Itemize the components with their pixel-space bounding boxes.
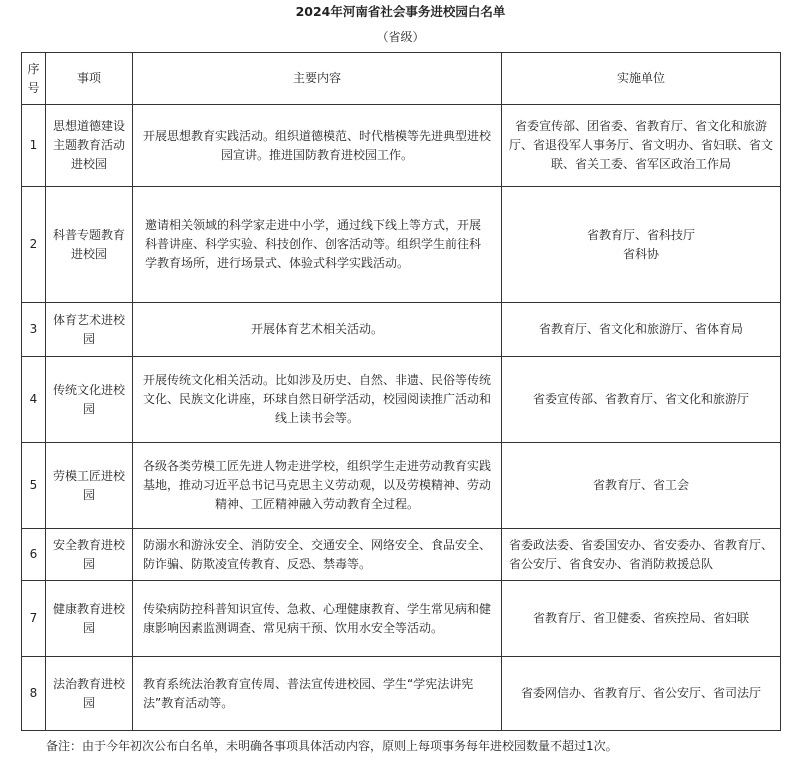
header-item: 事项 [46, 53, 133, 105]
row-content: 各级各类劳模工匠先进人物走进学校，组织学生走进劳动教育实践基地，推动习近平总书记马克思主义劳动观，以及劳模精神、劳动精神、工匠精神融入劳动教育全过程。 [133, 443, 502, 529]
row-no: 4 [22, 357, 46, 443]
table-row [22, 581, 781, 657]
row-content: 开展思想教育实践活动。组织道德模范、时代楷模等先进典型进校园宣讲。推进国防教育进校园工作。 [133, 105, 502, 187]
row-no: 7 [22, 581, 46, 657]
row-unit: 省教育厅、省科技厅 省科协 [502, 187, 781, 303]
header-unit: 实施单位 [502, 53, 781, 105]
row-unit: 省委宣传部、团省委、省教育厅、省文化和旅游厅、省退役军人事务厅、省文明办、省妇联、省文联、省关工委、省军区政治工作局 [502, 105, 781, 187]
table-header-row [22, 53, 781, 105]
whitelist-table [21, 52, 781, 731]
row-item: 安全教育进校园 [46, 529, 133, 581]
row-unit: 省教育厅、省文化和旅游厅、省体育局 [502, 303, 781, 357]
row-no: 2 [22, 187, 46, 303]
row-no: 8 [22, 657, 46, 731]
table-row [22, 357, 781, 443]
document-title: 2024年河南省社会事务进校园白名单 [295, 4, 506, 19]
row-content: 教育系统法治教育宣传周、普法宣传进校园、学生“学宪法讲宪法”教育活动等。 [133, 657, 502, 731]
table-row [22, 529, 781, 581]
header-no: 序号 [22, 53, 46, 105]
row-unit: 省教育厅、省卫健委、省疾控局、省妇联 [502, 581, 781, 657]
row-item: 体育艺术进校园 [46, 303, 133, 357]
row-unit: 省教育厅、省工会 [502, 443, 781, 529]
row-content: 传染病防控科普知识宣传、急救、心理健康教育、学生常见病和健康影响因素监测调查、常见病干预、饮用水安全等活动。 [133, 581, 502, 657]
row-content: 邀请相关领域的科学家走进中小学，通过线下线上等方式，开展科普讲座、科学实验、科技创作、创客活动等。组织学生前往科学教育场所，进行场景式、体验式科学实践活动。 [133, 187, 502, 303]
row-item: 科普专题教育进校园 [46, 187, 133, 303]
row-unit: 省委网信办、省教育厅、省公安厅、省司法厅 [502, 657, 781, 731]
document-subtitle: （省级） [376, 30, 425, 44]
row-item: 健康教育进校园 [46, 581, 133, 657]
row-content: 防溺水和游泳安全、消防安全、交通安全、网络安全、食品安全、防诈骗、防欺凌宣传教育、反恐、禁毒等。 [133, 529, 502, 581]
row-no: 1 [22, 105, 46, 187]
row-content: 开展体育艺术相关活动。 [133, 303, 502, 357]
table-row [22, 303, 781, 357]
row-no: 5 [22, 443, 46, 529]
table-row [22, 187, 781, 303]
header-content: 主要内容 [133, 53, 502, 105]
row-unit: 省委宣传部、省教育厅、省文化和旅游厅 [502, 357, 781, 443]
row-no: 6 [22, 529, 46, 581]
footnote: 备注：由于今年初次公布白名单，未明确各事项具体活动内容，原则上每项事务每年进校园数量不超过1次。 [46, 739, 618, 753]
row-item: 劳模工匠进校园 [46, 443, 133, 529]
table-row [22, 443, 781, 529]
table-row [22, 105, 781, 187]
row-no: 3 [22, 303, 46, 357]
row-item: 思想道德建设主题教育活动进校园 [46, 105, 133, 187]
row-content: 开展传统文化相关活动。比如涉及历史、自然、非遗、民俗等传统文化、民族文化讲座，环球自然日研学活动，校园阅读推广活动和线上读书会等。 [133, 357, 502, 443]
row-item: 法治教育进校园 [46, 657, 133, 731]
row-item: 传统文化进校园 [46, 357, 133, 443]
row-unit: 省委政法委、省委国安办、省安委办、省教育厅、省公安厅、省食安办、省消防救援总队 [502, 529, 781, 581]
table-row [22, 657, 781, 731]
